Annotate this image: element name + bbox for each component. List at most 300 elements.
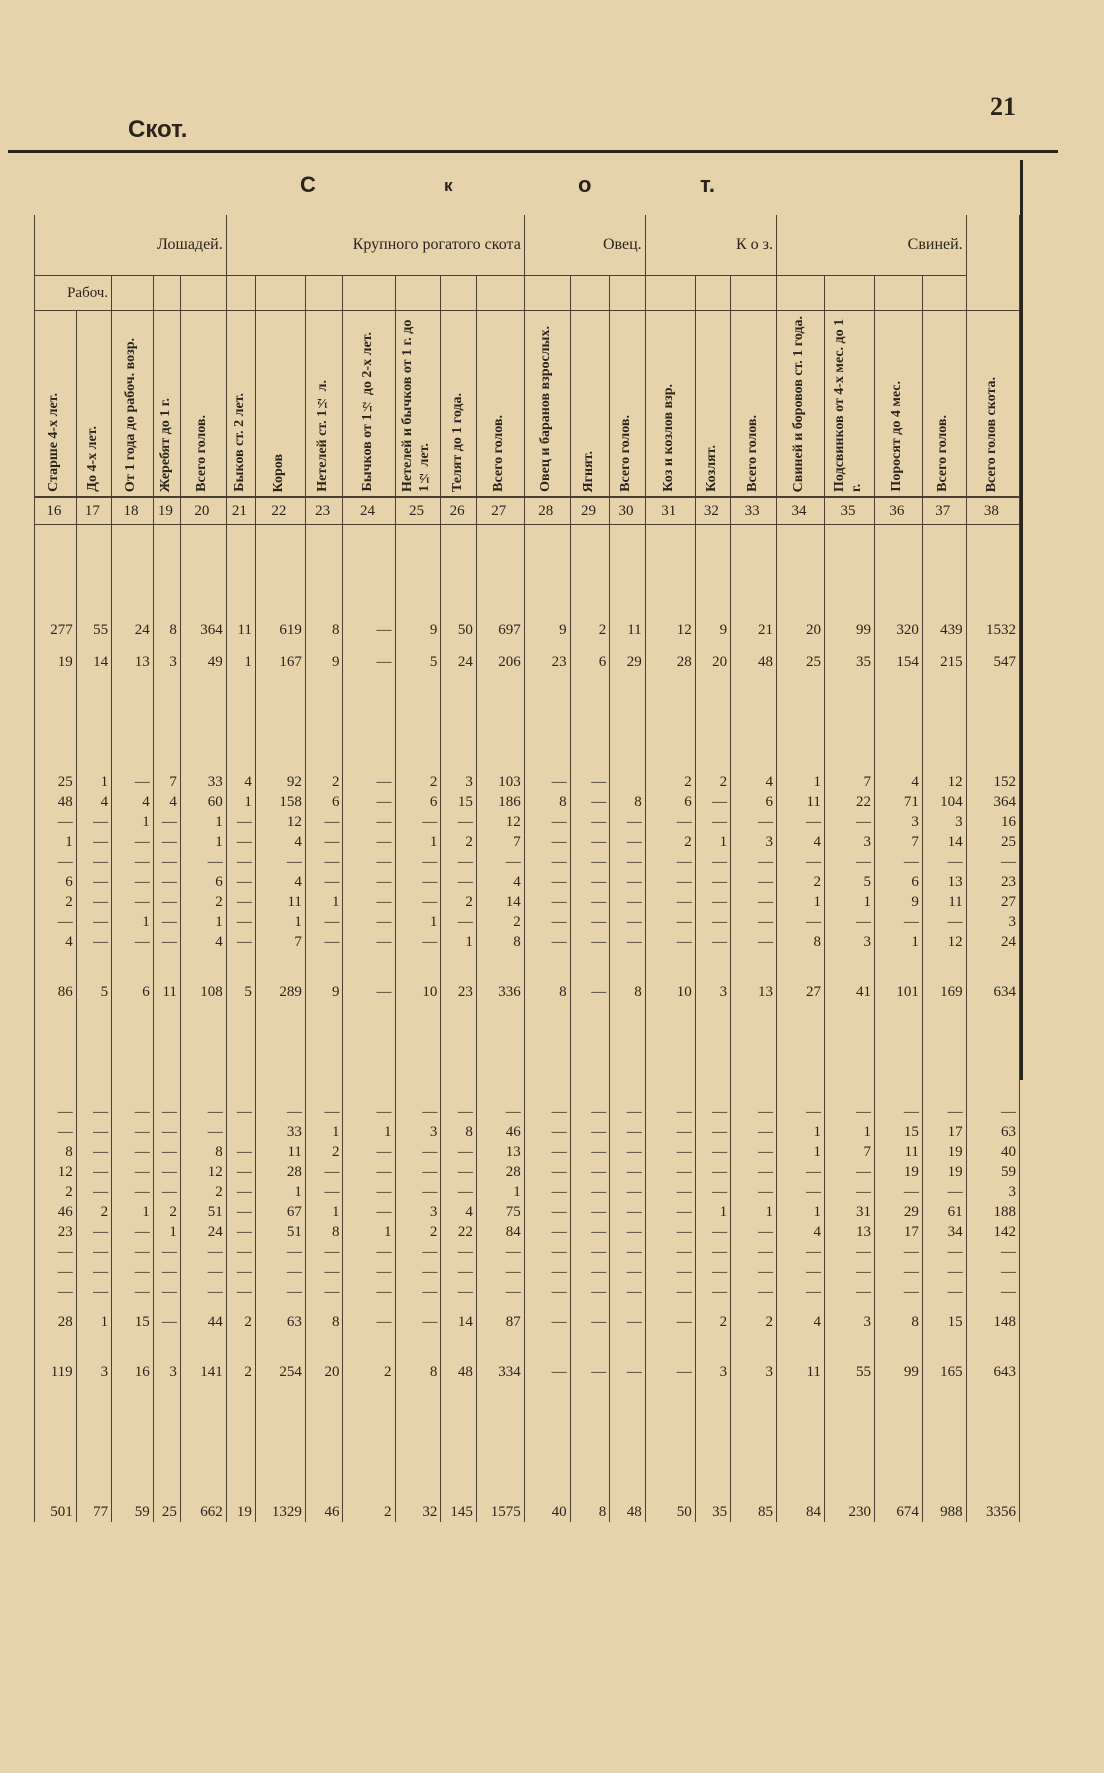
table-cell: — — [777, 852, 825, 872]
table-cell: — — [305, 812, 343, 832]
table-cell: — — [112, 832, 154, 852]
table-cell: — — [395, 852, 441, 872]
table-cell: — — [112, 1282, 154, 1302]
table-cell: — — [35, 1242, 77, 1262]
table-row — [35, 912, 1020, 932]
table-cell: 50 — [645, 1502, 695, 1522]
column-header — [966, 311, 1019, 498]
table-cell: — — [645, 1122, 695, 1142]
table-cell: 5 — [76, 982, 111, 1002]
column-header-text: Всего голов. — [618, 415, 634, 492]
table-cell: 3 — [824, 1312, 874, 1332]
table-row — [35, 772, 1020, 792]
table-cell: 7 — [153, 772, 180, 792]
table-cell — [226, 1122, 255, 1142]
table-cell: — — [610, 852, 645, 872]
table-cell: — — [153, 812, 180, 832]
table-cell: 13 — [112, 652, 154, 672]
table-row — [35, 872, 1020, 892]
table-cell: 10 — [645, 982, 695, 1002]
column-number: 28 — [524, 497, 570, 525]
column-number: 27 — [476, 497, 524, 525]
table-row — [35, 1362, 1020, 1382]
table-row — [35, 832, 1020, 852]
table-cell: 84 — [777, 1502, 825, 1522]
table-cell: — — [645, 892, 695, 912]
table-cell: — — [731, 872, 777, 892]
table-cell: 7 — [824, 772, 874, 792]
table-cell: — — [610, 1312, 645, 1332]
table-cell: 3 — [731, 1362, 777, 1382]
table-cell: — — [395, 1262, 441, 1282]
table-cell: — — [226, 1182, 255, 1202]
table-cell: 12 — [922, 932, 966, 952]
table-cell: — — [35, 1262, 77, 1282]
table-cell: — — [441, 872, 476, 892]
table-cell: — — [731, 1142, 777, 1162]
table-cell: 4 — [180, 932, 226, 952]
table-cell: — — [395, 932, 441, 952]
table-cell: 101 — [874, 982, 922, 1002]
column-header — [395, 311, 441, 498]
table-cell: 3 — [966, 912, 1019, 932]
table-cell: 8 — [153, 620, 180, 640]
table-cell: — — [226, 832, 255, 852]
column-header — [874, 311, 922, 498]
table-cell: 19 — [874, 1162, 922, 1182]
table-cell: 25 — [153, 1502, 180, 1522]
table-cell: — — [524, 1222, 570, 1242]
table-cell: 55 — [76, 620, 111, 640]
table-cell: — — [112, 1142, 154, 1162]
table-cell: 8 — [524, 792, 570, 812]
table-cell: — — [343, 1312, 395, 1332]
row-spacer — [35, 1332, 1020, 1362]
table-cell: — — [824, 852, 874, 872]
table-cell: 634 — [966, 982, 1019, 1002]
table-cell: 32 — [395, 1502, 441, 1522]
page-number: 21 — [990, 92, 1016, 121]
table-cell: 22 — [441, 1222, 476, 1242]
table-cell: — — [395, 1142, 441, 1162]
table-cell: 5 — [395, 652, 441, 672]
table-cell: — — [112, 1222, 154, 1242]
table-cell: 46 — [305, 1502, 343, 1522]
table-cell: — — [731, 852, 777, 872]
table-cell: — — [395, 1182, 441, 1202]
table-cell: 12 — [35, 1162, 77, 1182]
table-row — [35, 1312, 1020, 1332]
table-cell: — — [180, 1242, 226, 1262]
table-cell: — — [731, 1242, 777, 1262]
table-cell: — — [610, 1362, 645, 1382]
table-cell: 11 — [610, 620, 645, 640]
table-cell: — — [476, 852, 524, 872]
group-header: Крупного рогатого скота — [226, 215, 524, 276]
table-cell: — — [35, 812, 77, 832]
subgroup-spacer — [112, 276, 154, 311]
table-cell: 4 — [35, 932, 77, 952]
table-cell: — — [226, 1102, 255, 1122]
table-cell: — — [305, 1182, 343, 1202]
column-header — [305, 311, 343, 498]
table-cell: — — [610, 1162, 645, 1182]
table-cell: — — [153, 1282, 180, 1302]
table-cell: — — [226, 1222, 255, 1242]
table-cell: 5 — [824, 872, 874, 892]
table-cell: 12 — [922, 772, 966, 792]
table-row — [35, 792, 1020, 812]
table-cell: 142 — [966, 1222, 1019, 1242]
table-cell: — — [226, 1262, 255, 1282]
table-cell: — — [524, 852, 570, 872]
table-cell: — — [695, 1122, 730, 1142]
column-number: 35 — [824, 497, 874, 525]
table-cell: — — [441, 1162, 476, 1182]
table-cell: 24 — [180, 1222, 226, 1242]
table-cell: — — [524, 892, 570, 912]
table-cell: — — [305, 932, 343, 952]
row-spacer — [35, 1002, 1020, 1102]
table-cell: 27 — [777, 982, 825, 1002]
subgroup-spacer — [777, 276, 825, 311]
table-cell: 20 — [305, 1362, 343, 1382]
table-cell: — — [153, 1182, 180, 1202]
table-cell: 3 — [153, 652, 180, 672]
table-cell: — — [731, 1162, 777, 1182]
table-cell: 1 — [824, 1122, 874, 1142]
table-cell: 1 — [153, 1222, 180, 1242]
subgroup-spacer — [343, 276, 395, 311]
table-cell: — — [570, 1142, 610, 1162]
table-cell: 2 — [777, 872, 825, 892]
table-cell: — — [570, 1122, 610, 1142]
table-cell: — — [153, 1122, 180, 1142]
table-cell: 48 — [610, 1502, 645, 1522]
table-cell: 1 — [731, 1202, 777, 1222]
table-cell: 697 — [476, 620, 524, 640]
table-cell: — — [731, 892, 777, 912]
table-cell: 3 — [441, 772, 476, 792]
table-row — [35, 1102, 1020, 1122]
table-cell: 8 — [305, 1312, 343, 1332]
table-cell: 6 — [645, 792, 695, 812]
group-header: К о з. — [645, 215, 776, 276]
subgroup-spacer — [610, 276, 645, 311]
table-cell: 1 — [824, 892, 874, 912]
table-cell: — — [610, 872, 645, 892]
table-cell: 7 — [255, 932, 305, 952]
table-cell: 8 — [476, 932, 524, 952]
table-cell: 8 — [610, 792, 645, 812]
table-cell: — — [226, 852, 255, 872]
table-cell: 25 — [35, 772, 77, 792]
table-cell: — — [695, 1282, 730, 1302]
table-cell: 8 — [35, 1142, 77, 1162]
table-cell: 154 — [874, 652, 922, 672]
table-cell: 19 — [922, 1142, 966, 1162]
table-cell: 6 — [112, 982, 154, 1002]
table-cell: 2 — [180, 892, 226, 912]
table-cell: 59 — [112, 1502, 154, 1522]
table-cell: — — [570, 982, 610, 1002]
table-cell: — — [226, 872, 255, 892]
table-cell: 14 — [476, 892, 524, 912]
table-cell: — — [35, 852, 77, 872]
table-cell: — — [153, 1162, 180, 1182]
table-cell: 11 — [255, 892, 305, 912]
column-header — [76, 311, 111, 498]
table-cell: — — [645, 1162, 695, 1182]
table-cell: — — [112, 1162, 154, 1182]
table-cell: — — [153, 1262, 180, 1282]
table-cell: 59 — [966, 1162, 1019, 1182]
table-cell: 15 — [922, 1312, 966, 1332]
table-cell: — — [922, 1102, 966, 1122]
table-cell: — — [76, 932, 111, 952]
table-cell: — — [226, 1282, 255, 1302]
table-cell: — — [441, 1282, 476, 1302]
table-cell: 9 — [524, 620, 570, 640]
table-cell: — — [610, 1122, 645, 1142]
subgroup-spacer — [570, 276, 610, 311]
table-cell: 152 — [966, 772, 1019, 792]
table-cell: — — [824, 1182, 874, 1202]
table-cell: 3 — [695, 1362, 730, 1382]
table-cell: — — [824, 1162, 874, 1182]
column-number: 18 — [112, 497, 154, 525]
table-cell: 55 — [824, 1362, 874, 1382]
table-title-letter: С — [300, 172, 316, 197]
column-header — [112, 311, 154, 498]
table-cell: 4 — [255, 832, 305, 852]
right-rule — [1020, 160, 1023, 1080]
table-cell: 3 — [966, 1182, 1019, 1202]
table-cell: — — [76, 1102, 111, 1122]
table-cell: 35 — [695, 1502, 730, 1522]
top-rule — [8, 150, 1058, 153]
subgroup-spacer — [255, 276, 305, 311]
table-cell: — — [610, 892, 645, 912]
table-cell: 3 — [731, 832, 777, 852]
table-cell: — — [695, 852, 730, 872]
table-cell: — — [180, 852, 226, 872]
column-header-text: Всего голов скота. — [983, 376, 999, 492]
subgroup-work-header: Рабоч. — [35, 276, 112, 311]
table-cell: 1 — [777, 1202, 825, 1222]
subgroup-spacer — [524, 276, 570, 311]
table-cell: 4 — [874, 772, 922, 792]
table-cell: — — [824, 912, 874, 932]
table-cell: — — [476, 1102, 524, 1122]
table-cell: — — [645, 1242, 695, 1262]
table-cell: — — [777, 1182, 825, 1202]
column-header-text: Всего голов. — [491, 415, 507, 492]
table-cell: 28 — [255, 1162, 305, 1182]
table-cell: — — [76, 812, 111, 832]
table-cell: 1 — [76, 772, 111, 792]
table-cell: — — [570, 1102, 610, 1122]
table-cell: — — [731, 1102, 777, 1122]
table-cell: — — [610, 912, 645, 932]
table-cell: — — [695, 1162, 730, 1182]
table-cell: 20 — [777, 620, 825, 640]
column-header — [695, 311, 730, 498]
table-cell: — — [343, 892, 395, 912]
column-header — [153, 311, 180, 498]
table-cell: — — [645, 1262, 695, 1282]
column-header — [476, 311, 524, 498]
column-header — [35, 311, 77, 498]
table-cell: 3 — [824, 832, 874, 852]
table-cell: 2 — [76, 1202, 111, 1222]
table-cell: — — [441, 1142, 476, 1162]
table-cell: — — [610, 1202, 645, 1222]
table-cell: 13 — [476, 1142, 524, 1162]
table-cell: 7 — [874, 832, 922, 852]
table-cell: — — [343, 912, 395, 932]
table-cell: 547 — [966, 652, 1019, 672]
row-spacer — [35, 1382, 1020, 1502]
table-cell: — — [112, 1182, 154, 1202]
column-header-text: Нетелей ст. 1½ л. — [315, 380, 331, 492]
column-header — [255, 311, 305, 498]
table-cell: 9 — [874, 892, 922, 912]
table-cell: 6 — [731, 792, 777, 812]
table-cell: 25 — [966, 832, 1019, 852]
table-cell: 50 — [441, 620, 476, 640]
table-cell: 206 — [476, 652, 524, 672]
table-cell: 4 — [76, 792, 111, 812]
table-cell: — — [343, 932, 395, 952]
table-cell: — — [180, 1102, 226, 1122]
table-cell: — — [441, 1242, 476, 1262]
table-cell: — — [112, 1102, 154, 1122]
table-cell: 104 — [922, 792, 966, 812]
column-number: 16 — [35, 497, 77, 525]
table-cell: — — [305, 1282, 343, 1302]
table-cell: — — [524, 812, 570, 832]
table-cell: 148 — [966, 1312, 1019, 1332]
table-cell: — — [777, 1242, 825, 1262]
table-cell: — — [395, 1242, 441, 1262]
group-header: Овец. — [524, 215, 645, 276]
table-cell: — — [874, 852, 922, 872]
table-cell: — — [874, 1282, 922, 1302]
table-cell: — — [76, 1182, 111, 1202]
table-cell: — — [777, 812, 825, 832]
table-cell: — — [305, 1242, 343, 1262]
group-header: Лошадей. — [35, 215, 227, 276]
column-header-text: Всего голов. — [194, 415, 210, 492]
table-cell: — — [570, 1182, 610, 1202]
table-cell: — — [524, 872, 570, 892]
table-cell: 2 — [731, 1312, 777, 1332]
table-cell: — — [343, 1242, 395, 1262]
table-cell: 85 — [731, 1502, 777, 1522]
table-cell: 49 — [180, 652, 226, 672]
table-row — [35, 1502, 1020, 1522]
column-number: 33 — [731, 497, 777, 525]
table-cell: — — [343, 872, 395, 892]
column-number: 31 — [645, 497, 695, 525]
table-cell: — — [645, 1142, 695, 1162]
table-cell: — — [570, 832, 610, 852]
table-cell: 8 — [180, 1142, 226, 1162]
table-cell: 2 — [35, 892, 77, 912]
column-header — [731, 311, 777, 498]
table-row — [35, 1282, 1020, 1302]
table-cell: 46 — [476, 1122, 524, 1142]
table-cell: 15 — [874, 1122, 922, 1142]
table-cell: 11 — [777, 1362, 825, 1382]
table-cell: 8 — [874, 1312, 922, 1332]
table-cell: 1 — [695, 832, 730, 852]
column-header — [922, 311, 966, 498]
table-cell: — — [610, 832, 645, 852]
table-cell: 1 — [76, 1312, 111, 1332]
table-cell: 40 — [524, 1502, 570, 1522]
table-cell: — — [153, 932, 180, 952]
table-cell: — — [35, 1282, 77, 1302]
table-cell: — — [441, 912, 476, 932]
table-cell: 33 — [180, 772, 226, 792]
table-cell: — — [226, 1142, 255, 1162]
table-cell: 1 — [395, 832, 441, 852]
table-cell: — — [695, 912, 730, 932]
table-cell: — — [966, 1262, 1019, 1282]
table-cell: 22 — [824, 792, 874, 812]
table-cell: — — [874, 912, 922, 932]
table-cell: 2 — [570, 620, 610, 640]
table-cell: — — [731, 1282, 777, 1302]
subgroup-spacer — [695, 276, 730, 311]
table-cell: — — [524, 912, 570, 932]
table-cell: — — [76, 912, 111, 932]
table-cell: 4 — [777, 832, 825, 852]
table-cell: — — [922, 1182, 966, 1202]
table-cell: — — [645, 1312, 695, 1332]
table-cell: 24 — [966, 932, 1019, 952]
table-cell: — — [524, 1312, 570, 1332]
table-cell: — — [610, 1222, 645, 1242]
table-cell: — — [610, 1142, 645, 1162]
table-cell: 9 — [305, 982, 343, 1002]
table-cell: — — [824, 812, 874, 832]
column-header — [226, 311, 255, 498]
table-cell: — — [695, 1242, 730, 1262]
table-cell: — — [610, 1242, 645, 1262]
table-cell: — — [343, 772, 395, 792]
table-cell: — — [343, 1202, 395, 1222]
table-cell: — — [76, 832, 111, 852]
table-row — [35, 932, 1020, 952]
table-cell: — — [645, 812, 695, 832]
table-cell: — — [645, 1222, 695, 1242]
table-cell: 8 — [441, 1122, 476, 1142]
table-cell: 3356 — [966, 1502, 1019, 1522]
table-cell: 21 — [731, 620, 777, 640]
column-header-text: Жеребят до 1 г. — [157, 397, 173, 492]
column-number: 22 — [255, 497, 305, 525]
table-cell: — — [524, 1142, 570, 1162]
table-cell: 1532 — [966, 620, 1019, 640]
table-cell: — — [226, 812, 255, 832]
table-cell: 364 — [180, 620, 226, 640]
table-cell: — — [645, 932, 695, 952]
table-cell: 8 — [570, 1502, 610, 1522]
column-header — [180, 311, 226, 498]
